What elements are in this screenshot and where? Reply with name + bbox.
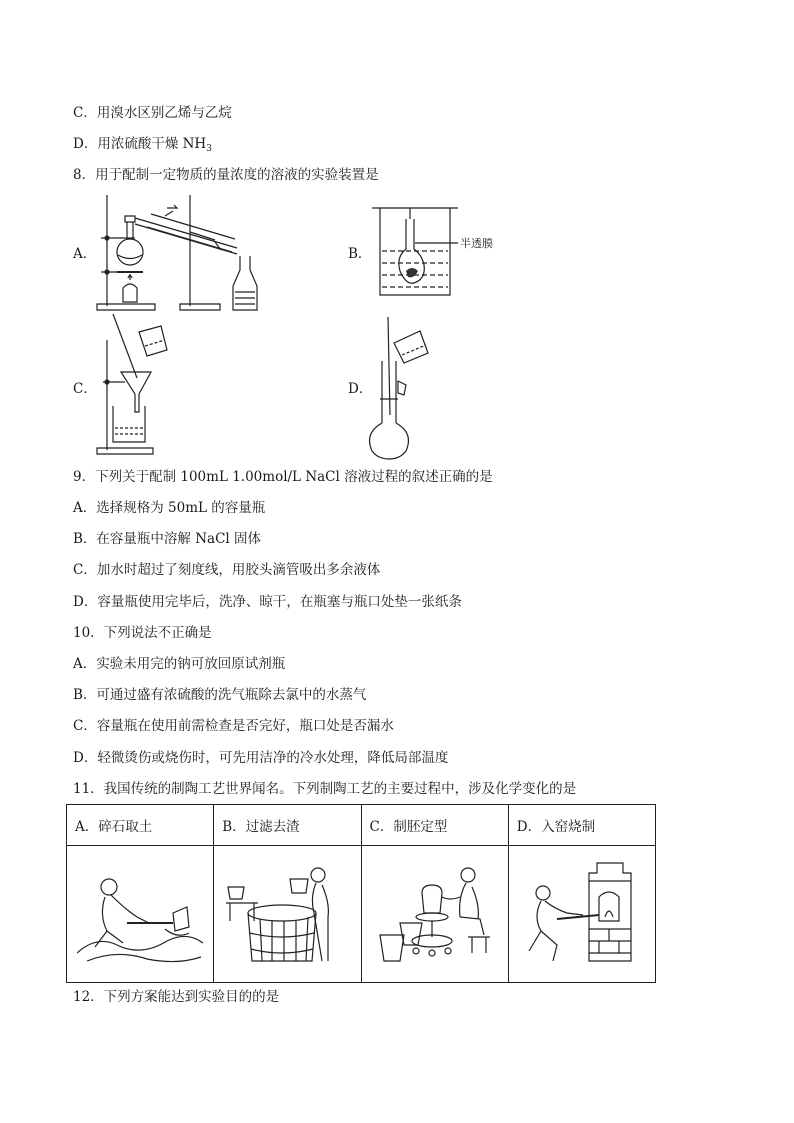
q10-option-d: D．轻微烫伤或烧伤时，可先用洁净的冷水处理，降低局部温度 — [73, 750, 449, 766]
dialysis-beaker-figure — [370, 205, 515, 300]
q12-stem: 12．下列方案能达到实验目的的是 — [73, 989, 280, 1005]
q11-stem: 11．我国传统的制陶工艺世界闻名。下列制陶工艺的主要过程中，涉及化学变化的是 — [73, 781, 577, 797]
q8-stem: 8．用于配制一定物质的量浓度的溶液的实验装置是 — [73, 167, 379, 183]
q9-option-c: C．加水时超过了刻度线，用胶头滴管吸出多余液体 — [73, 562, 381, 578]
q10-option-c: C．容量瓶在使用前需检查是否完好，瓶口处是否漏水 — [73, 718, 394, 734]
table-illustration-row — [67, 846, 656, 983]
q8-option-d-label: D． — [348, 381, 373, 397]
crushing-stone-illustration — [77, 857, 203, 967]
volumetric-flask-figure — [368, 315, 443, 461]
q10-option-b: B．可通过盛有浓硫酸的洗气瓶除去氯中的水蒸气 — [73, 687, 367, 703]
q7-option-d-text: D．用浓硫酸干燥 NH — [73, 136, 207, 152]
q8-option-c-label: C． — [73, 381, 97, 397]
q11-cell-d — [508, 846, 655, 983]
q11-option-c: C．制胚定型 — [361, 805, 508, 846]
q9-option-d: D．容量瓶使用完毕后，洗净、晾干，在瓶塞与瓶口处垫一张纸条 — [73, 594, 462, 610]
q11-cell-b — [214, 846, 361, 983]
shaping-clay-illustration — [372, 857, 498, 967]
q11-cell-a — [67, 846, 214, 983]
q11-cell-c — [361, 846, 508, 983]
q7-option-c: C．用溴水区别乙烯与乙烷 — [73, 105, 232, 121]
distillation-apparatus-figure — [95, 192, 270, 314]
membrane-label: 半透膜 — [460, 237, 493, 250]
q11-option-a: A．碎石取土 — [67, 805, 214, 846]
q9-option-b: B．在容量瓶中溶解 NaCl 固体 — [73, 531, 262, 547]
kiln-firing-illustration — [519, 857, 645, 967]
q7-option-d — [73, 135, 212, 158]
q7-option-d-subscript: 3 — [206, 144, 212, 154]
q10-option-a: A．实验未用完的钠可放回原试剂瓶 — [73, 656, 286, 672]
q9-option-a: A．选择规格为 50mL 的容量瓶 — [73, 500, 266, 516]
filtration-apparatus-figure — [95, 312, 173, 456]
filtering-residue-illustration — [224, 857, 350, 967]
pottery-process-table — [66, 804, 656, 983]
q10-stem: 10．下列说法不正确是 — [73, 625, 212, 641]
q8-option-b-label: B． — [348, 246, 372, 262]
q8-option-a-label: A． — [73, 246, 97, 262]
q9-stem: 9．下列关于配制 100mL 1.00mol/L NaCl 溶液过程的叙述正确的是 — [73, 469, 493, 485]
q11-option-d: D．入窑烧制 — [508, 805, 655, 846]
q11-option-b: B．过滤去渣 — [214, 805, 361, 846]
table-header-row — [67, 805, 656, 846]
